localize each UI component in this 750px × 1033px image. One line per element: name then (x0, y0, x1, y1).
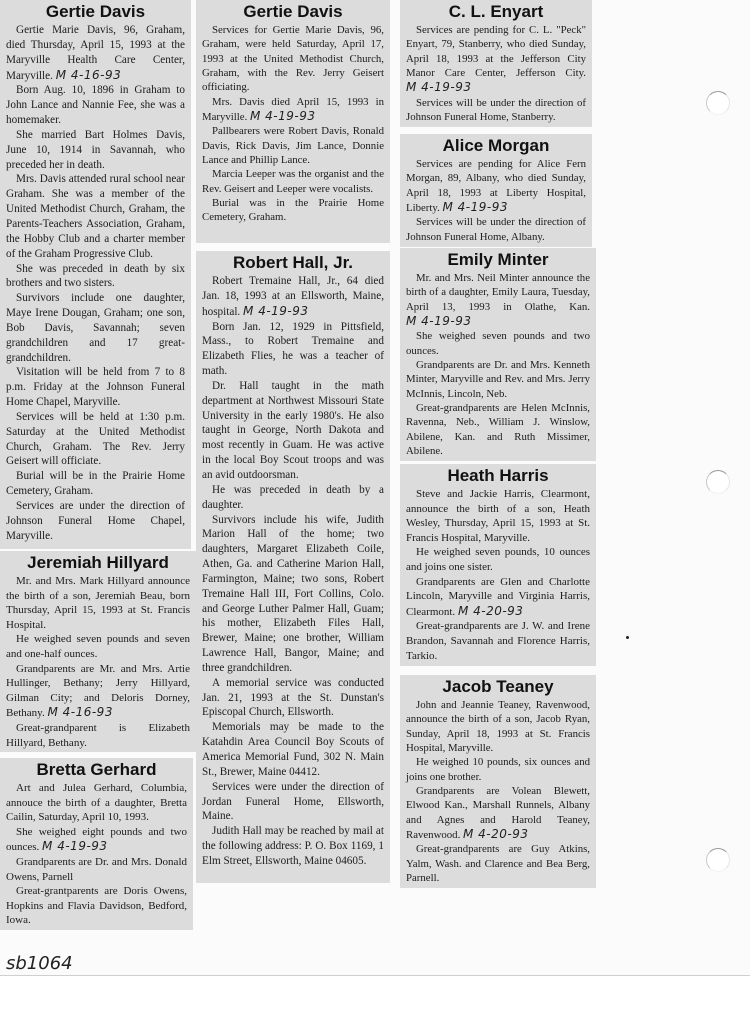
paragraph-text: Mrs. Davis died April 15, 1993 in Maryville. (202, 95, 384, 124)
clipping-paragraph (6, 855, 187, 884)
paragraph-text: He weighed seven pounds and seven and one-half ounces. (6, 633, 190, 660)
clipping-robert-hall-obituary (196, 251, 390, 883)
clipping-paragraph (6, 262, 185, 292)
clipping-paragraph (406, 575, 590, 620)
clipping-jacob-teaney-birth (400, 675, 596, 888)
clipping-paragraph (202, 780, 384, 825)
scan-speck (626, 636, 629, 639)
clipping-emily-minter-birth (400, 248, 596, 461)
paragraph-text: Grandparents are Volean Blewett, Elwood Kan., Marshall Runnels, Albany and Agnes and Harold Teaney, Ravenwood. (406, 785, 590, 842)
paragraph-text: Gertie Marie Davis, 96, Graham, died Thursday, April 15, 1993 at the Maryville Health Care Center, Maryville. (6, 24, 185, 82)
paragraph-text: Survivors include one daughter, Maye Irene Dougan, Graham; one son, Bob Davis, Savannah; seven grandchildren and 17 great-grandchildren. (6, 292, 185, 364)
clipping-paragraph (406, 329, 590, 358)
clipping-paragraph (202, 720, 384, 779)
clipping-paragraph (202, 676, 384, 721)
paragraph-text: Judith Hall may be reached by mail at the following address: P. O. Box 1169, 1 Elm Street, Ellsworth, Maine 04605. (202, 825, 384, 867)
paragraph-text: Burial was in the Prairie Home Cemetery, Graham. (202, 197, 384, 224)
clipping-heath-harris-birth (400, 464, 596, 666)
clipping-paragraph (406, 487, 590, 545)
clipping-paragraph (202, 196, 384, 225)
clipping-paragraph (202, 167, 384, 196)
handwritten-date-note: M 4-20-93 (462, 827, 529, 842)
clipping-paragraph (6, 365, 185, 410)
clipping-paragraph (6, 410, 185, 469)
clipping-headline: Heath Harris (447, 466, 549, 485)
clipping-headline: Jeremiah Hillyard (27, 553, 169, 572)
paragraph-text: Grandparents are Mr. and Mrs. Artie Hullinger, Bethany; Jerry Hillyard, Gilman City; and Deloris Dorney, Bethany. (6, 662, 190, 720)
paragraph-text: Great-grandparent is Elizabeth Hillyard, Bethany. (6, 721, 190, 749)
clipping-paragraph (202, 379, 384, 483)
paragraph-text: Great-grantparents are Doris Owens, Hopkins and Flavia Davidson, Bedford, Iowa. (6, 885, 187, 927)
clipping-paragraph (406, 755, 590, 784)
clipping-paragraph (202, 95, 384, 125)
paragraph-text: He was preceded in death by a daughter. (202, 483, 384, 511)
clipping-paragraph (6, 469, 185, 499)
paragraph-text: Services are pending for Alice Fern Morgan, 89, Albany, who died Sunday, April 18, 1993 at Liberty Hospital, Liberty. (406, 158, 586, 215)
clipping-paragraph (6, 128, 185, 173)
clipping-headline: C. L. Enyart (448, 2, 544, 21)
paragraph-text: Burial will be in the Prairie Home Cemetery, Graham. (6, 470, 185, 498)
clipping-paragraph (6, 825, 187, 855)
paragraph-text: She weighed seven pounds and two ounces. (406, 330, 590, 357)
clipping-alice-morgan-obituary (400, 134, 592, 247)
clipping-paragraph (406, 619, 590, 663)
clipping-paragraph (202, 274, 384, 320)
clipping-paragraph (6, 721, 190, 750)
clipping-paragraph (6, 499, 185, 544)
paragraph-text: She married Bart Holmes Davis, June 10, 1914 in Savannah, who preceded her in death. (6, 128, 185, 171)
clipping-paragraph (6, 574, 190, 632)
paragraph-text: Art and Julea Gerhard, Columbia, annouce the birth of a daughter, Bretta Cailin, Saturday, April 10, 1993. (6, 782, 187, 824)
paragraph-text: Marcia Leeper was the organist and the Rev. Geisert and Leeper were vocalists. (202, 168, 384, 195)
paragraph-text: Mr. and Mrs. Neil Minter announce the birth of a daughter, Emily Laura, Tuesday, April 13, 1993 in Olathe, Kan. (406, 272, 590, 313)
paragraph-text: Services for Gertie Marie Davis, 96, Graham, were held Saturday, April 17, 1993 at the United Methodist Church, Graham, with the Rev. Jerry Geisert officiating. (202, 24, 384, 94)
clipping-gertie-davis-services (196, 0, 390, 243)
clipping-paragraph (6, 632, 190, 661)
punch-hole-bottom (706, 848, 730, 872)
paragraph-text: Dr. Hall taught in the math department at Northwest Missouri State University in the early 1980's. He also taught in George, North Dakota and most recently in Guam. He was active in the local Boy Scout troops and was an avid outdoorsman. (202, 379, 384, 481)
clipping-headline: Jacob Teaney (442, 677, 554, 696)
paragraph-text: Born Jan. 12, 1929 in Pittsfield, Mass., to Robert Tremaine and Elizabeth Flies, he was a teacher of math. (202, 320, 384, 378)
paragraph-text: He weighed seven pounds, 10 ounces and joins one sister. (406, 546, 590, 573)
paragraph-text: Services were under the direction of Jordan Funeral Home, Ellsworth, Maine. (202, 780, 384, 823)
clipping-headline: Robert Hall, Jr. (233, 253, 353, 272)
clipping-paragraph (202, 513, 384, 676)
clipping-bretta-gerhard-birth (0, 758, 193, 930)
clipping-cl-enyart-obituary (400, 0, 592, 127)
clipping-headline: Alice Morgan (442, 136, 550, 155)
clipping-paragraph (406, 545, 590, 574)
clipping-headline: Gertie Davis (45, 2, 146, 21)
clipping-headline: Emily Minter (447, 250, 549, 269)
paragraph-text: Services are under the direction of Johnson Funeral Home Chapel, Maryville. (6, 500, 185, 542)
clipping-paragraph (406, 401, 590, 458)
paragraph-text: Great-grandparents are J. W. and Irene Brandon, Savannah and Florence Harris, Tarkio. (406, 620, 590, 662)
clipping-paragraph (6, 884, 187, 928)
clipping-paragraph (6, 291, 185, 365)
paragraph-text: Mr. and Mrs. Mark Hillyard announce the birth of a son, Jeremiah Beau, born Thursday, April 15, 1993 at St. Francis Hospital. (6, 575, 190, 631)
paragraph-text: John and Jeannie Teaney, Ravenwood, announce the birth of a son, Jacob Ryan, Sunday, April 18, 1993 at St. Francis Hospital, Maryville. (406, 699, 590, 755)
clipping-paragraph (6, 662, 190, 721)
clipping-paragraph (406, 271, 590, 329)
clipping-paragraph (202, 23, 384, 95)
paragraph-text: Steve and Jackie Harris, Clearmont, announce the birth of a son, Heath Wesley, Thursday, April 15, 1993 at St. Francis Hospital, Maryville. (406, 488, 590, 544)
handwritten-date-note: M 4-20-93 (457, 603, 524, 618)
clipping-paragraph (406, 698, 590, 755)
clipping-paragraph (406, 215, 586, 244)
clipping-headline: Bretta Gerhard (36, 760, 157, 779)
punch-hole-top (706, 91, 730, 115)
punch-hole-middle (706, 470, 730, 494)
paragraph-text: He weighed 10 pounds, six ounces and joins one brother. (406, 756, 590, 783)
clipping-paragraph (6, 781, 187, 825)
clipping-paragraph (202, 483, 384, 513)
paragraph-text: Born Aug. 10, 1896 in Graham to John Lance and Nannie Fee, she was a homemaker. (6, 84, 185, 127)
clipping-paragraph (406, 157, 586, 215)
paragraph-text: Grandparents are Dr. and Mrs. Donald Owens, Parnell (6, 855, 187, 883)
handwritten-date-note: M 4-19-93 (442, 200, 508, 215)
clipping-gertie-davis-obituary (0, 0, 191, 549)
handwritten-date-note: M 4-19-93 (243, 303, 309, 318)
clipping-paragraph (406, 842, 590, 885)
clipping-paragraph (202, 124, 384, 167)
clipping-paragraph (6, 172, 185, 261)
handwritten-date-note: M 4-16-93 (47, 705, 113, 720)
paragraph-text: Pallbearers were Robert Davis, Ronald Davis, Rick Davis, Jim Lance, Donnie Lance and Phillip Lance. (202, 125, 384, 167)
clipping-paragraph (406, 784, 590, 842)
paragraph-text: Survivors include his wife, Judith Marion Hall of the home; two daughters, Margaret Elizabeth Coile, Athen, Ga. and Catherine Marion Hall, Farmington, Maine; two sons, Robert Tremaine Hall III, Fort Collins, Colo. and George Luther Palmer Hall, Guam; his mother, Elizabeth Files Hall, Brewer, Maine; one brother, William Lawrence Hall, Bangor, Maine; and three grandchildren. (202, 513, 384, 674)
clipping-paragraph (202, 320, 384, 379)
clipping-headline: Gertie Davis (243, 2, 343, 21)
handwritten-date-note: M 4-19-93 (42, 839, 108, 854)
paragraph-text: Services are pending for C. L. "Peck" Enyart, 79, Stanberry, who died Sunday, April 18, 1993 at the Jefferson City Manor Care Center, Jefferson City. (406, 24, 586, 80)
paragraph-text: She was preceded in death by six brothers and two sisters. (6, 262, 185, 290)
paragraph-text: Grandparents are Glen and Charlotte Lincoln, Maryville and Virginia Harris, Clearmont. (406, 575, 590, 618)
paragraph-text: Visitation will be held from 7 to 8 p.m. Friday at the Johnson Funeral Home Chapel, Maryville. (6, 366, 185, 409)
handwritten-date-note: M 4-19-93 (406, 314, 472, 329)
paragraph-text: Great-grandparents are Guy Atkins, Yalm, Wash. and Clarence and Bea Berg, Parnell. (406, 843, 590, 885)
handwritten-date-note: M 4-19-93 (249, 109, 316, 124)
clipping-paragraph (406, 96, 586, 125)
paragraph-text: Services will be held at 1:30 p.m. Saturday at the United Methodist Church, Graham. The Rev. Jerry Geisert will officiate. (6, 410, 185, 468)
paragraph-text: Services will be under the direction of Johnson Funeral Home, Stanberry. (406, 96, 586, 124)
handwritten-date-note: M 4-16-93 (55, 67, 122, 82)
clipping-paragraph (6, 23, 185, 83)
paragraph-text: She weighed eight pounds and two ounces. (6, 825, 187, 854)
clipping-paragraph (406, 23, 586, 96)
clipping-paragraph (406, 358, 590, 401)
page-code-handwritten: sb1064 (6, 953, 73, 974)
paragraph-text: Memorials may be made to the Katahdin Area Council Boy Scouts of America Memorial Fund, 302 N. Main St., Brewer, Maine 04412. (202, 721, 384, 778)
paragraph-text: A memorial service was conducted Jan. 21, 1993 at the St. Dunstan's Episcopal Church, Ellsworth. (202, 676, 384, 719)
paragraph-text: Grandparents are Dr. and Mrs. Kenneth Minter, Maryville and Rev. and Mrs. Jerry McInnis, Lincoln, Neb. (406, 359, 590, 400)
paragraph-text: Great-grandparents are Helen McInnis, Ravenna, Neb., William J. Winslow, Abilene, Kan. and Ruth Missimer, Abilene. (406, 402, 590, 458)
handwritten-date-note: M 4-19-93 (406, 80, 472, 95)
paragraph-text: Services will be under the direction of Johnson Funeral Home, Albany. (406, 216, 586, 243)
paragraph-text: Mrs. Davis attended rural school near Graham. She was a member of the United Methodist Church, Graham, the Parents-Teachers Association, Graham, the Hobby Club and a charter member of the Graham Progressive Club. (6, 173, 185, 260)
paragraph-text: Robert Tremaine Hall, Jr., 64 died Jan. 18, 1993 at an Ellsworth, Maine, hospital. (202, 275, 384, 318)
clipping-paragraph (6, 83, 185, 128)
clipping-paragraph (202, 824, 384, 869)
clipping-jeremiah-hillyard-birth (0, 551, 196, 752)
